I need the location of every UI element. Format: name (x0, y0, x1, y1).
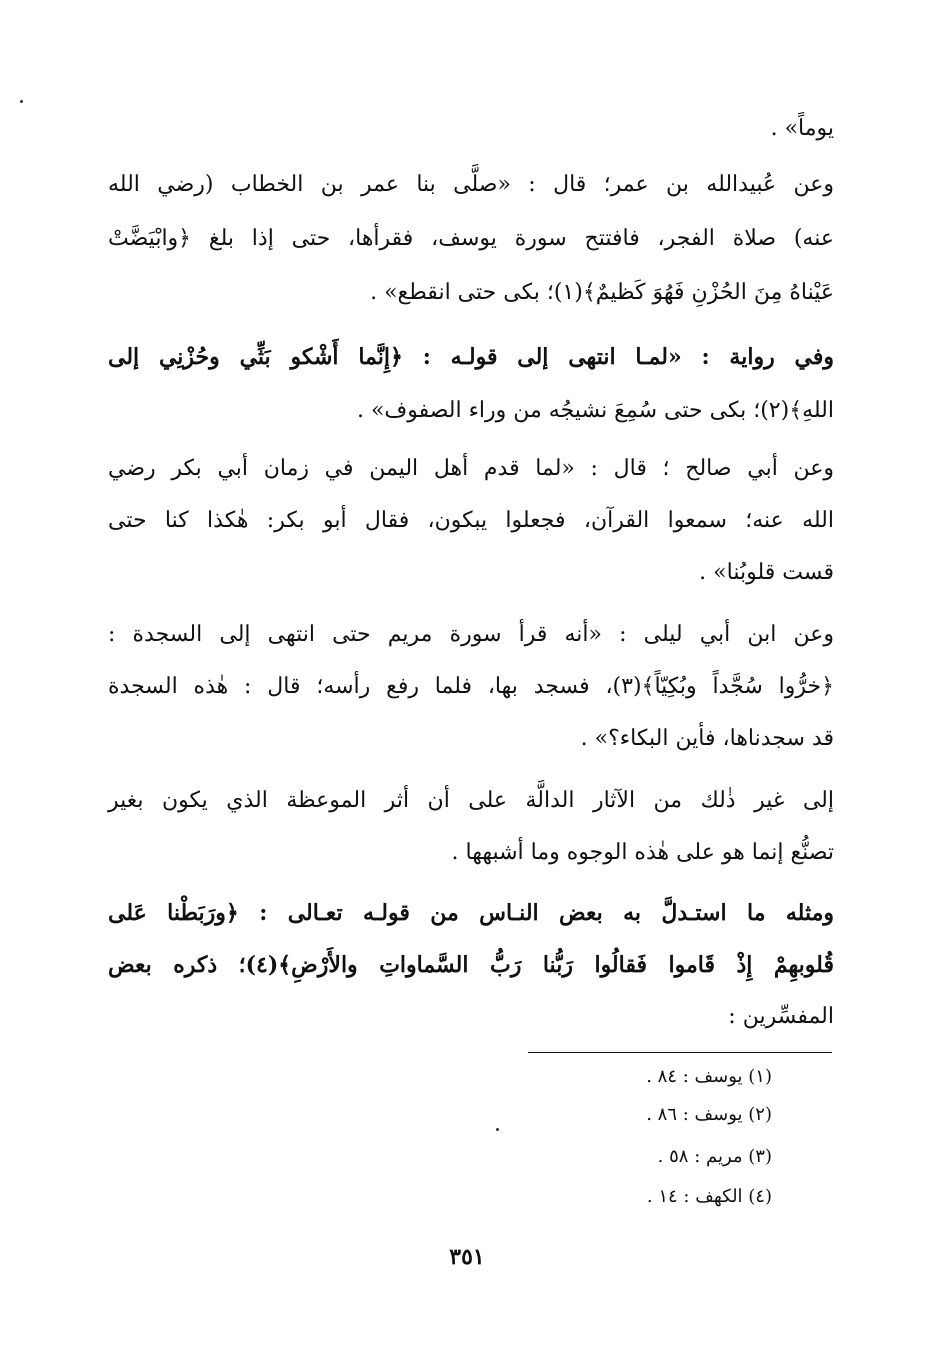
footnote-2: (٢) يوسف : ٨٦ . (646, 1104, 772, 1125)
text-line-16: قُلوبهِمْ إِذْ قَاموا فَقالُوا رَبُّنا رَبُّ السَّماواتِ والأَرْضِ﴾(٤)؛ ذكره بعض (108, 952, 834, 978)
text-line-8: الله عنه؛ سمعوا القرآن، فجعلوا يبكون، فقال أبو بكر: هٰكذا كنا حتى (108, 508, 834, 533)
footnote-4: (٤) الكهف : ١٤ . (646, 1186, 772, 1207)
text-line-7: وعن أبي صالح ؛ قال : «لما قدم أهل اليمن في زمان أبي بكر رضي (108, 456, 834, 481)
page-number: ٣٥١ (449, 1244, 485, 1270)
text-line-2: وعن عُبيدالله بن عمر؛ قال : «صلَّى بنا عمر بن الخطاب (رضي الله (108, 172, 834, 197)
text-line-10: وعن ابن أبي ليلى : «أنه قرأ سورة مريم حتى انتهى إلى السجدة : (108, 622, 834, 647)
text-line-5: وفي رواية : «لمـا انتهى إلى قولـه : ﴿إِنَّما أَشْكو بَثِّي وحُزْنِي إلى (108, 344, 834, 370)
text-line-13: إلى غير ذٰلك من الآثار الدالَّة على أن أثر الموعظة الذي يكون بغير (108, 788, 834, 813)
footnote-3: (٣) مريم : ٥٨ . (657, 1146, 772, 1167)
text-line-14: تصنُّع إنما هو على هٰذه الوجوه وما أشبهها . (451, 840, 834, 865)
text-line-4: عَيْناهُ مِنَ الحُزْنِ فَهُوَ كَظيمٌ﴾(١)؛ بكى حتى انقطع» . (370, 280, 834, 305)
scan-speck (496, 1128, 499, 1131)
footnote-separator (528, 1052, 832, 1053)
text-line-6: اللهِ﴾(٢)؛ بكى حتى سُمِعَ نشيجُه من وراء الصفوف» . (356, 398, 834, 423)
text-line-1: يوماً» . (770, 116, 834, 141)
text-line-3: عنه) صلاة الفجر، فافتتح سورة يوسف، فقرأها، حتى إذا بلغ ﴿وابْيَضَّتْ (108, 226, 834, 251)
text-line-15: ومثله ما استـدلَّ به بعض النـاس من قولـه تعـالى : ﴿ورَبَطْنا عَلى (108, 900, 834, 926)
text-line-9: قست قلوبُنا» . (699, 560, 834, 585)
text-line-11: ﴿خرُّوا سُجَّداً وبُكِيّاً﴾(٣)، فسجد بها، فلما رفع رأسه؛ قال : هٰذه السجدة (108, 674, 834, 699)
scan-speck (20, 100, 23, 103)
footnote-1: (١) يوسف : ٨٤ . (646, 1066, 772, 1087)
text-line-17: المفسِّرين : (728, 1004, 834, 1029)
text-line-12: قد سجدناها، فأين البكاء؟» . (580, 726, 834, 751)
